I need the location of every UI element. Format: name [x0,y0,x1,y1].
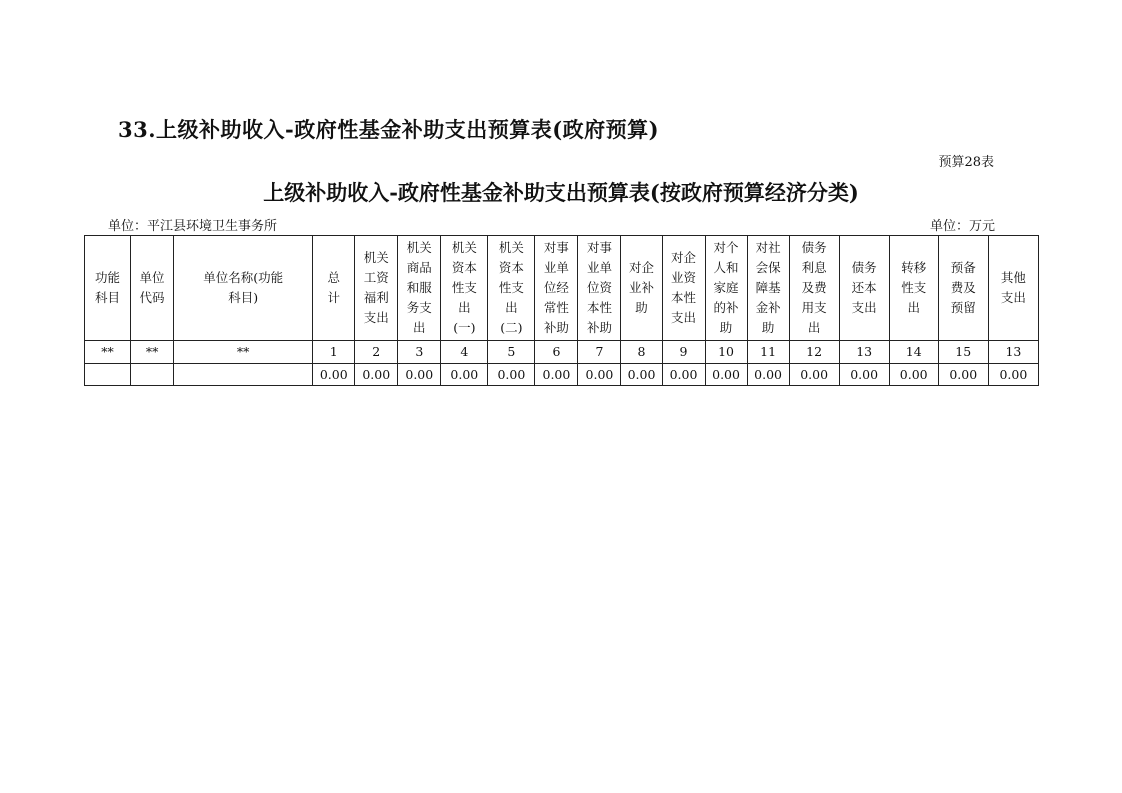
value-cell: 0.00 [747,364,789,386]
header-cell: 机关工资福利支出 [355,236,398,341]
unit-name: 单位：平江县环境卫生事务所 [108,219,278,234]
form-number: 预算28表 [938,155,994,170]
header-cell: 预备费及预留 [938,236,988,341]
header-cell: 对个人和家庭的补助 [705,236,747,341]
index-cell: 11 [747,341,789,364]
value-cell: 0.00 [488,364,535,386]
value-cell: 0.00 [398,364,441,386]
index-cell: 4 [441,341,488,364]
value-cell: 0.00 [313,364,355,386]
index-cell: 13 [839,341,889,364]
value-cell: 0.00 [662,364,705,386]
header-cell: 其他支出 [988,236,1038,341]
index-cell: ** [85,341,131,364]
value-cell: 0.00 [938,364,988,386]
header-cell: 机关资本性支出(二) [488,236,535,341]
header-cell: 对事业单位经常性补助 [535,236,578,341]
index-cell: 5 [488,341,535,364]
header-cell: 对企业资本性支出 [662,236,705,341]
header-cell: 对企业补助 [621,236,662,341]
currency-unit: 单位：万元 [930,219,996,234]
index-cell: 12 [789,341,839,364]
header-row [85,236,1039,341]
index-cell: 7 [578,341,621,364]
index-cell: 15 [938,341,988,364]
value-cell: 0.00 [535,364,578,386]
value-cell: 0.00 [839,364,889,386]
header-cell: 债务还本支出 [839,236,889,341]
index-row [85,341,1039,364]
header-cell: 功能科目 [85,236,131,341]
header-cell: 总计 [313,236,355,341]
section-title: 33.上级补助收入-政府性基金补助支出预算表(政府预算) [118,117,660,142]
index-cell: 6 [535,341,578,364]
table-title: 上级补助收入-政府性基金补助支出预算表(按政府预算经济分类) [263,180,859,205]
value-cell: 0.00 [441,364,488,386]
header-cell: 对事业单位资本性补助 [578,236,621,341]
value-cell: 0.00 [621,364,662,386]
value-cell: 0.00 [705,364,747,386]
value-cell: 0.00 [355,364,398,386]
header-cell: 单位代码 [131,236,174,341]
header-cell: 机关商品和服务支出 [398,236,441,341]
value-cell [174,364,313,386]
header-cell: 机关资本性支出(一) [441,236,488,341]
header-cell: 单位名称(功能科目) [174,236,313,341]
header-cell: 债务利息及费用支出 [789,236,839,341]
index-cell: ** [174,341,313,364]
value-cell: 0.00 [988,364,1038,386]
table-row [85,364,1039,386]
index-cell: 3 [398,341,441,364]
index-cell: 8 [621,341,662,364]
value-cell [85,364,131,386]
value-cell: 0.00 [889,364,938,386]
value-cell: 0.00 [789,364,839,386]
header-cell: 对社会保障基金补助 [747,236,789,341]
value-cell: 0.00 [578,364,621,386]
index-cell: 1 [313,341,355,364]
budget-table [84,235,1039,386]
index-cell: 9 [662,341,705,364]
index-cell: 14 [889,341,938,364]
value-cell [131,364,174,386]
index-cell: 2 [355,341,398,364]
header-cell: 转移性支出 [889,236,938,341]
index-cell: 10 [705,341,747,364]
index-cell: ** [131,341,174,364]
index-cell: 13 [988,341,1038,364]
